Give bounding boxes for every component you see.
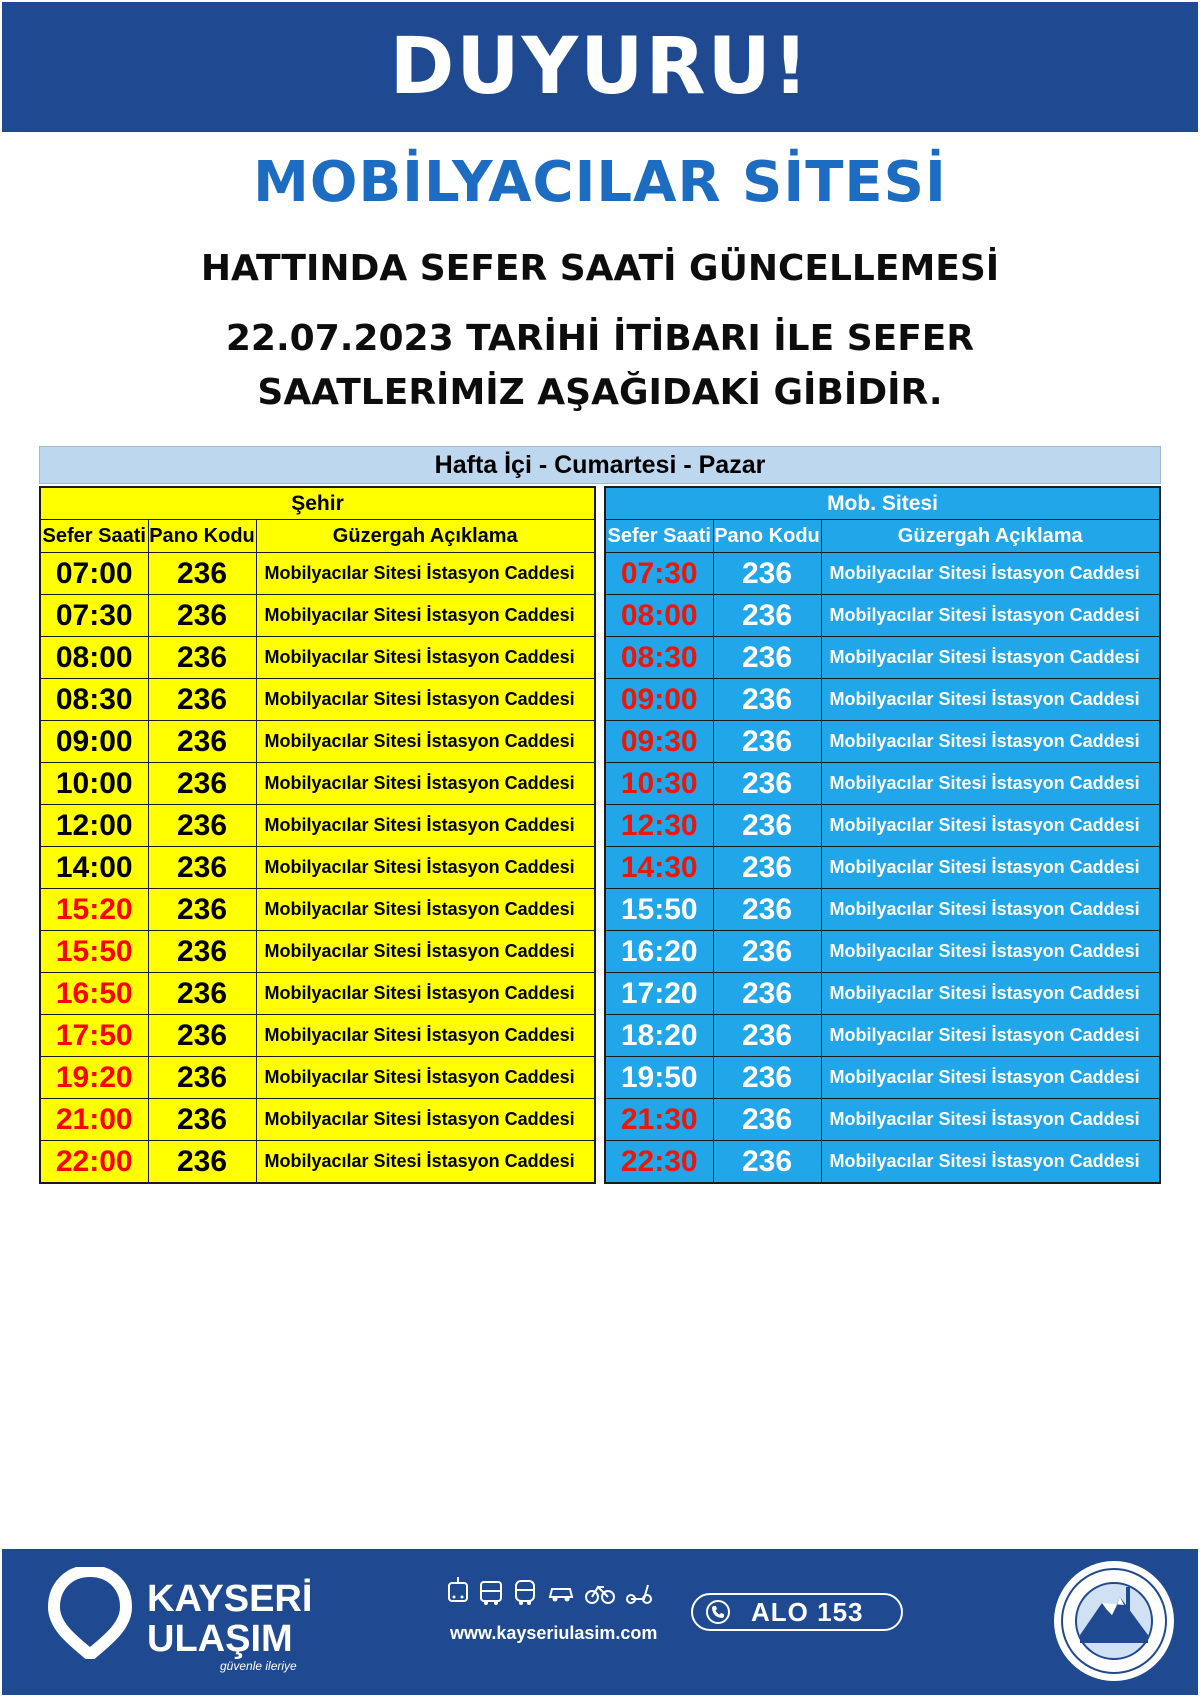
route-description: Mobilyacılar Sitesi İstasyon Caddesi: [821, 679, 1160, 721]
table-row: [40, 1099, 595, 1141]
column-header-code: Pano Kodu: [713, 520, 821, 553]
route-description: Mobilyacılar Sitesi İstasyon Caddesi: [821, 553, 1160, 595]
departure-time: 22:00: [40, 1141, 148, 1184]
departure-time: 09:00: [40, 721, 148, 763]
board-code: 236: [713, 1057, 821, 1099]
departure-time: 08:30: [40, 679, 148, 721]
car-icon: [546, 1577, 576, 1607]
table-row: [40, 679, 595, 721]
board-code: 236: [713, 1015, 821, 1057]
departure-time: 21:30: [605, 1099, 713, 1141]
subtitle: HATTINDA SEFER SAATİ GÜNCELLEMESİ: [200, 248, 1000, 289]
mob-sitesi-table: [604, 486, 1161, 1184]
effective-date-line-2: SAATLERİMİZ AŞAĞIDAKİ GİBİDİR.: [257, 372, 943, 413]
municipality-seal-icon: [1050, 1557, 1178, 1689]
column-header-code: Pano Kodu: [148, 520, 256, 553]
departure-time: 16:20: [605, 931, 713, 973]
line-name: MOBİLYACILAR SİTESİ: [253, 150, 947, 215]
departure-time: 19:20: [40, 1057, 148, 1099]
board-code: 236: [148, 637, 256, 679]
board-code: 236: [713, 847, 821, 889]
departure-time: 22:30: [605, 1141, 713, 1184]
departure-time: 15:20: [40, 889, 148, 931]
route-description: Mobilyacılar Sitesi İstasyon Caddesi: [256, 847, 595, 889]
departure-time: 07:30: [40, 595, 148, 637]
table-row: [605, 595, 1160, 637]
board-code: 236: [148, 679, 256, 721]
route-description: Mobilyacılar Sitesi İstasyon Caddesi: [821, 931, 1160, 973]
board-code: 236: [713, 1141, 821, 1184]
departure-time: 15:50: [40, 931, 148, 973]
board-code: 236: [713, 553, 821, 595]
table-row: [40, 1057, 595, 1099]
route-description: Mobilyacılar Sitesi İstasyon Caddesi: [256, 805, 595, 847]
departure-time: 15:50: [605, 889, 713, 931]
route-description: Mobilyacılar Sitesi İstasyon Caddesi: [256, 1141, 595, 1184]
route-description: Mobilyacılar Sitesi İstasyon Caddesi: [821, 1141, 1160, 1184]
table-row: [605, 763, 1160, 805]
route-description: Mobilyacılar Sitesi İstasyon Caddesi: [256, 1099, 595, 1141]
departure-time: 08:00: [40, 637, 148, 679]
board-code: 236: [148, 973, 256, 1015]
route-description: Mobilyacılar Sitesi İstasyon Caddesi: [256, 973, 595, 1015]
table-row: [605, 1015, 1160, 1057]
board-code: 236: [713, 721, 821, 763]
board-code: 236: [713, 931, 821, 973]
board-code: 236: [148, 1099, 256, 1141]
table-row: [605, 553, 1160, 595]
table-row: [40, 637, 595, 679]
board-code: 236: [148, 1057, 256, 1099]
route-description: Mobilyacılar Sitesi İstasyon Caddesi: [256, 553, 595, 595]
logo-line-2: ULAŞIM: [147, 1618, 293, 1660]
column-header-time: Sefer Saati: [605, 520, 713, 553]
phone-icon: [705, 1599, 731, 1625]
sehir-table: [39, 486, 596, 1184]
route-description: Mobilyacılar Sitesi İstasyon Caddesi: [821, 847, 1160, 889]
table-row: [605, 847, 1160, 889]
hotline-text: ALO 153: [751, 1596, 864, 1627]
sehir-group-header: Şehir: [40, 487, 595, 520]
table-row: [605, 1141, 1160, 1184]
tram-icon: [446, 1577, 470, 1607]
table-row: [605, 637, 1160, 679]
top-banner: [2, 2, 1198, 132]
bus-icon: [478, 1577, 504, 1607]
departure-time: 14:00: [40, 847, 148, 889]
route-description: Mobilyacılar Sitesi İstasyon Caddesi: [821, 1015, 1160, 1057]
transport-icons: [446, 1577, 654, 1607]
table-row: [40, 931, 595, 973]
hotline-badge[interactable]: [691, 1593, 903, 1631]
board-code: 236: [148, 1015, 256, 1057]
table-row: [40, 553, 595, 595]
board-code: 236: [148, 1141, 256, 1184]
departure-time: 10:00: [40, 763, 148, 805]
route-description: Mobilyacılar Sitesi İstasyon Caddesi: [256, 679, 595, 721]
route-description: Mobilyacılar Sitesi İstasyon Caddesi: [821, 595, 1160, 637]
departure-time: 12:00: [40, 805, 148, 847]
table-row: [605, 1099, 1160, 1141]
board-code: 236: [148, 805, 256, 847]
table-row: [605, 805, 1160, 847]
board-code: 236: [148, 595, 256, 637]
route-description: Mobilyacılar Sitesi İstasyon Caddesi: [821, 973, 1160, 1015]
departure-time: 07:30: [605, 553, 713, 595]
table-row: [40, 1141, 595, 1184]
route-description: Mobilyacılar Sitesi İstasyon Caddesi: [256, 931, 595, 973]
route-description: Mobilyacılar Sitesi İstasyon Caddesi: [821, 637, 1160, 679]
departure-time: 12:30: [605, 805, 713, 847]
table-row: [40, 973, 595, 1015]
schedule-table: [39, 446, 1161, 1184]
departure-time: 09:00: [605, 679, 713, 721]
table-row: [40, 889, 595, 931]
board-code: 236: [713, 973, 821, 1015]
board-code: 236: [713, 889, 821, 931]
table-row: [605, 973, 1160, 1015]
table-row: [40, 847, 595, 889]
route-description: Mobilyacılar Sitesi İstasyon Caddesi: [821, 805, 1160, 847]
departure-time: 09:30: [605, 721, 713, 763]
website-link[interactable]: www.kayseriulasim.com: [450, 1623, 658, 1643]
departure-time: 16:50: [40, 973, 148, 1015]
table-row: [605, 1057, 1160, 1099]
announcement-title: DUYURU!: [389, 22, 811, 112]
route-description: Mobilyacılar Sitesi İstasyon Caddesi: [821, 1099, 1160, 1141]
departure-time: 19:50: [605, 1057, 713, 1099]
departure-time: 14:30: [605, 847, 713, 889]
table-row: [605, 679, 1160, 721]
tagline: güvenle ileriye: [220, 1659, 297, 1673]
board-code: 236: [148, 553, 256, 595]
departure-time: 17:50: [40, 1015, 148, 1057]
route-description: Mobilyacılar Sitesi İstasyon Caddesi: [256, 637, 595, 679]
route-description: Mobilyacılar Sitesi İstasyon Caddesi: [821, 763, 1160, 805]
route-description: Mobilyacılar Sitesi İstasyon Caddesi: [256, 1057, 595, 1099]
board-code: 236: [148, 889, 256, 931]
route-description: Mobilyacılar Sitesi İstasyon Caddesi: [821, 889, 1160, 931]
route-description: Mobilyacılar Sitesi İstasyon Caddesi: [256, 595, 595, 637]
table-row: [605, 931, 1160, 973]
schedule-title: Hafta İçi - Cumartesi - Pazar: [39, 446, 1161, 484]
bicycle-icon: [584, 1577, 616, 1607]
board-code: 236: [148, 721, 256, 763]
board-code: 236: [148, 763, 256, 805]
footer: [2, 1549, 1198, 1695]
company-logo-text: [147, 1579, 312, 1659]
scooter-icon: [624, 1577, 654, 1607]
location-pin-icon: [48, 1567, 132, 1663]
departure-time: 08:00: [605, 595, 713, 637]
board-code: 236: [713, 679, 821, 721]
departure-time: 07:00: [40, 553, 148, 595]
route-description: Mobilyacılar Sitesi İstasyon Caddesi: [256, 889, 595, 931]
route-description: Mobilyacılar Sitesi İstasyon Caddesi: [256, 721, 595, 763]
route-description: Mobilyacılar Sitesi İstasyon Caddesi: [821, 721, 1160, 763]
column-header-route: Güzergah Açıklama: [256, 520, 595, 553]
board-code: 236: [148, 847, 256, 889]
board-code: 236: [713, 1099, 821, 1141]
table-row: [40, 805, 595, 847]
column-header-time: Sefer Saati: [40, 520, 148, 553]
table-row: [605, 721, 1160, 763]
table-row: [40, 1015, 595, 1057]
departure-time: 10:30: [605, 763, 713, 805]
departure-time: 17:20: [605, 973, 713, 1015]
board-code: 236: [713, 805, 821, 847]
board-code: 236: [148, 931, 256, 973]
board-code: 236: [713, 595, 821, 637]
table-row: [605, 889, 1160, 931]
effective-date-line: 22.07.2023 TARİHİ İTİBARI İLE SEFER: [225, 318, 975, 359]
departure-time: 08:30: [605, 637, 713, 679]
route-description: Mobilyacılar Sitesi İstasyon Caddesi: [256, 763, 595, 805]
table-row: [40, 763, 595, 805]
mob-sitesi-group-header: Mob. Sitesi: [605, 487, 1160, 520]
column-header-route: Güzergah Açıklama: [821, 520, 1160, 553]
table-row: [40, 595, 595, 637]
board-code: 236: [713, 763, 821, 805]
table-row: [40, 721, 595, 763]
logo-line-1: KAYSERİ: [147, 1578, 313, 1620]
departure-time: 18:20: [605, 1015, 713, 1057]
route-description: Mobilyacılar Sitesi İstasyon Caddesi: [821, 1057, 1160, 1099]
board-code: 236: [713, 637, 821, 679]
route-description: Mobilyacılar Sitesi İstasyon Caddesi: [256, 1015, 595, 1057]
departure-time: 21:00: [40, 1099, 148, 1141]
metrobus-icon: [512, 1577, 538, 1607]
